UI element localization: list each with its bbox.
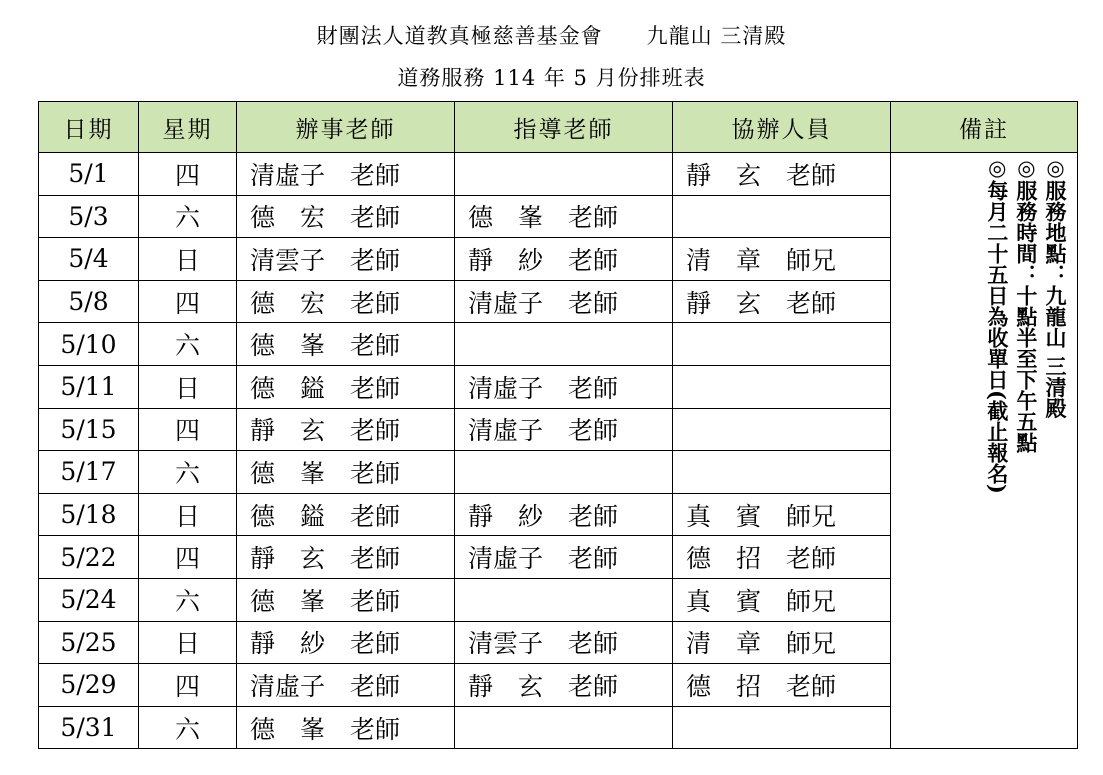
assistant-cell: 靜 玄 老師 bbox=[673, 280, 891, 323]
guide-cell: 靜 紗 老師 bbox=[455, 238, 673, 281]
weekday-cell: 四 bbox=[139, 536, 237, 579]
assistant-cell bbox=[673, 323, 891, 366]
table-row bbox=[39, 153, 1078, 196]
date-cell: 5/15 bbox=[39, 408, 139, 451]
date-cell: 5/31 bbox=[39, 706, 139, 749]
header-weekday: 星期 bbox=[139, 102, 237, 153]
handler-cell: 德 峯 老師 bbox=[237, 451, 455, 494]
weekday-cell: 日 bbox=[139, 493, 237, 536]
schedule-title: 道務服務 114 年 5 月份排班表 bbox=[397, 66, 706, 90]
guide-cell: 德 峯 老師 bbox=[455, 195, 673, 238]
handler-cell: 清雲子 老師 bbox=[237, 238, 455, 281]
weekday-cell: 六 bbox=[139, 323, 237, 366]
header-assistant: 協辦人員 bbox=[673, 102, 891, 153]
date-cell: 5/18 bbox=[39, 493, 139, 536]
assistant-cell bbox=[673, 195, 891, 238]
weekday-cell: 六 bbox=[139, 195, 237, 238]
guide-cell: 清虛子 老師 bbox=[455, 536, 673, 579]
date-cell: 5/24 bbox=[39, 578, 139, 621]
guide-cell: 清雲子 老師 bbox=[455, 621, 673, 664]
header-row bbox=[39, 102, 1078, 153]
handler-cell: 德 鎰 老師 bbox=[237, 493, 455, 536]
assistant-cell: 真 賓 師兄 bbox=[673, 578, 891, 621]
header-notes: 備註 bbox=[891, 102, 1078, 153]
note-line: ◎服務地點：九龍山 三清殿 bbox=[1043, 155, 1068, 419]
assistant-cell bbox=[673, 451, 891, 494]
handler-cell: 靜 玄 老師 bbox=[237, 536, 455, 579]
guide-cell bbox=[455, 578, 673, 621]
note-line: ◎每月二十五日為收單日(截止報名) bbox=[984, 155, 1010, 494]
assistant-cell: 靜 玄 老師 bbox=[673, 153, 891, 196]
handler-cell: 清虛子 老師 bbox=[237, 664, 455, 707]
assistant-cell: 清 章 師兄 bbox=[673, 238, 891, 281]
handler-cell: 德 鎰 老師 bbox=[237, 365, 455, 408]
weekday-cell: 日 bbox=[139, 365, 237, 408]
guide-cell: 清虛子 老師 bbox=[455, 365, 673, 408]
handler-cell: 靜 玄 老師 bbox=[237, 408, 455, 451]
date-cell: 5/4 bbox=[39, 238, 139, 281]
assistant-cell bbox=[673, 706, 891, 749]
handler-cell: 德 峯 老師 bbox=[237, 323, 455, 366]
assistant-cell: 真 賓 師兄 bbox=[673, 493, 891, 536]
assistant-cell bbox=[673, 408, 891, 451]
note-line: ◎服務時間：十點半至下午五點 bbox=[1013, 155, 1039, 453]
guide-cell: 清虛子 老師 bbox=[455, 280, 673, 323]
date-cell: 5/29 bbox=[39, 664, 139, 707]
weekday-cell: 四 bbox=[139, 664, 237, 707]
weekday-cell: 四 bbox=[139, 153, 237, 196]
date-cell: 5/17 bbox=[39, 451, 139, 494]
weekday-cell: 六 bbox=[139, 706, 237, 749]
guide-cell bbox=[455, 451, 673, 494]
assistant-cell: 清 章 師兄 bbox=[673, 621, 891, 664]
date-cell: 5/1 bbox=[39, 153, 139, 196]
guide-cell: 靜 紗 老師 bbox=[455, 493, 673, 536]
guide-cell bbox=[455, 706, 673, 749]
assistant-cell bbox=[673, 365, 891, 408]
date-cell: 5/11 bbox=[39, 365, 139, 408]
date-cell: 5/3 bbox=[39, 195, 139, 238]
date-cell: 5/8 bbox=[39, 280, 139, 323]
weekday-cell: 四 bbox=[139, 280, 237, 323]
guide-cell: 靜 玄 老師 bbox=[455, 664, 673, 707]
handler-cell: 德 峯 老師 bbox=[237, 578, 455, 621]
guide-cell bbox=[455, 153, 673, 196]
handler-cell: 德 宏 老師 bbox=[237, 195, 455, 238]
handler-cell: 清虛子 老師 bbox=[237, 153, 455, 196]
guide-cell: 清虛子 老師 bbox=[455, 408, 673, 451]
header-guide: 指導老師 bbox=[455, 102, 673, 153]
weekday-cell: 日 bbox=[139, 238, 237, 281]
weekday-cell: 六 bbox=[139, 451, 237, 494]
weekday-cell: 日 bbox=[139, 621, 237, 664]
schedule-table bbox=[38, 101, 1078, 749]
assistant-cell: 德 招 老師 bbox=[673, 536, 891, 579]
weekday-cell: 六 bbox=[139, 578, 237, 621]
org-title: 財團法人道教真極慈善基金會 九龍山 三清殿 bbox=[316, 24, 787, 48]
header-handler: 辦事老師 bbox=[237, 102, 455, 153]
assistant-cell: 德 招 老師 bbox=[673, 664, 891, 707]
weekday-cell: 四 bbox=[139, 408, 237, 451]
date-cell: 5/22 bbox=[39, 536, 139, 579]
handler-cell: 德 宏 老師 bbox=[237, 280, 455, 323]
date-cell: 5/10 bbox=[39, 323, 139, 366]
notes-cell bbox=[891, 153, 1078, 749]
header-date: 日期 bbox=[39, 102, 139, 153]
handler-cell: 靜 紗 老師 bbox=[237, 621, 455, 664]
notes-list bbox=[986, 155, 1067, 494]
guide-cell bbox=[455, 323, 673, 366]
date-cell: 5/25 bbox=[39, 621, 139, 664]
handler-cell: 德 峯 老師 bbox=[237, 706, 455, 749]
